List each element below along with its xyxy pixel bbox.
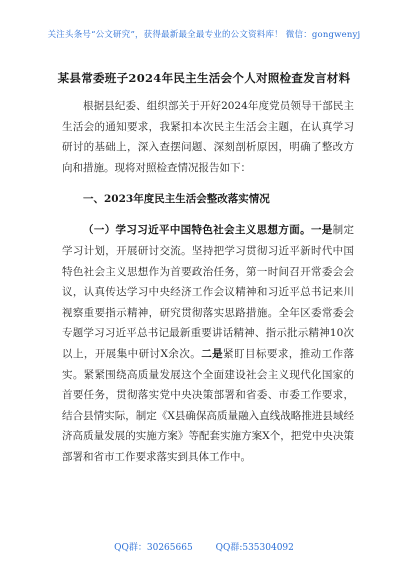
document-body bbox=[62, 96, 354, 468]
header-notice: 关注头条号“公文研究”，获得最新最全最专业的公文资料库！ 微信：gongwenyj bbox=[47, 30, 361, 40]
footer bbox=[0, 540, 408, 553]
section-paragraph bbox=[62, 220, 354, 467]
second-point-lead: 二是 bbox=[201, 347, 224, 360]
second-point-text: 紧盯目标要求，推动工作落实。紧紧围绕高质量发展这个全面建设社会主义现代化国家的首要任务，贯彻落实党中央决策部署和省委、市委工作要求，结合县情实际，制定《X县确保高质量融入直线战略推进县域经济高质量发展的实施方案》等配套实施方案X个，把党中央决策部署和省市工作要求落实到具体工作中。 bbox=[62, 347, 354, 463]
footer-qq-1: QQ群：30265665 bbox=[114, 543, 193, 553]
section-heading: 一、2023年度民主生活会整改落实情况 bbox=[83, 193, 270, 206]
subsection-heading: （一）学习习近平中国特色社会主义思想方面。 bbox=[83, 224, 311, 237]
first-point-lead: 一是 bbox=[310, 224, 333, 237]
footer-qq-2: QQ群:535304092 bbox=[215, 543, 294, 553]
first-point-text: 制定学习计划，开展研讨交流。坚持把学习贯彻习近平新时代中国特色社会主义思想作为首要政治任务，第一时间召开常委会会议，认真传达学习中央经济工作会议精神和习近平总书记来川视察重要指示精神，研究贯彻落实思路措施。全年区委常委会专题学习习近平总书记最新重要讲话精神、指示批示精神10次以上，开展集中研讨X余次。 bbox=[62, 224, 355, 360]
document-title: 某县常委班子2024年民主生活会个人对照检查发言材料 bbox=[57, 71, 351, 85]
intro-paragraph: 根据县纪委、组织部关于开好2024年度党员领导干部民主生活会的通知要求，我紧扣本次民主生活会主题，在认真学习研讨的基础上，深入查摆问题、深刻剖析原因，明确了整改方向和措施。现将对照检查情况报告如下： bbox=[62, 100, 354, 174]
